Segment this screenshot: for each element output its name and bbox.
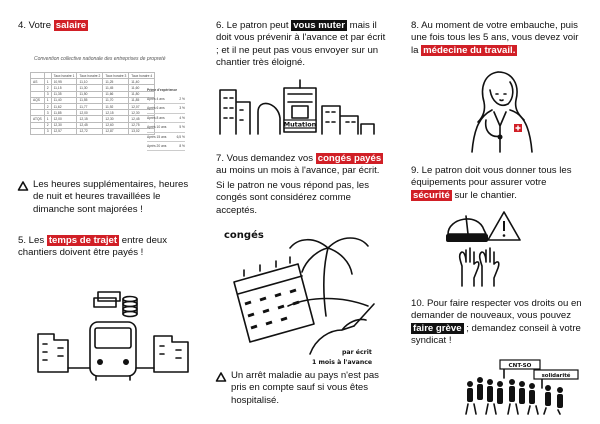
section-6-text — [216, 20, 388, 70]
section-5-suffix: entre deux chantiers doivent être payés ! — [18, 235, 168, 259]
table-caption: Convention collective nationale des entreprises de propreté — [34, 56, 166, 62]
section-6-highlight: vous muter — [293, 20, 345, 31]
strike-banner-2: solidarité — [541, 373, 571, 379]
prime-value: 3 % — [179, 106, 185, 111]
table-cell: 12,00 — [51, 116, 77, 122]
table-row — [31, 128, 155, 134]
section-4-prefix: 4. Votre — [18, 20, 54, 31]
table-cell: 2 — [44, 103, 51, 109]
salary-table — [30, 72, 155, 135]
table-cell: 13,02 — [129, 128, 155, 134]
section-6-prefix: 6. Le patron peut — [216, 20, 292, 31]
table-cell: 2 — [44, 122, 51, 128]
table-cell: 11,70 — [103, 97, 129, 103]
palm-calendar-icon — [218, 226, 388, 366]
table-cell: 11,66 — [103, 91, 129, 97]
table-cell: 11,55 — [77, 97, 103, 103]
table-cell: 12,30 — [51, 122, 77, 128]
table-cell: 11,60 — [129, 85, 155, 91]
table-cell: 12,72 — [77, 128, 103, 134]
prime-box — [147, 88, 185, 151]
strike-crowd-icon — [464, 360, 584, 416]
table-cell: 12,87 — [103, 128, 129, 134]
table-header-cell: Taux horaire 1 — [51, 73, 77, 79]
table-cell: 1 — [44, 97, 51, 103]
prime-label: Après 8 ans — [147, 115, 165, 120]
table-cell: 11,15 — [51, 85, 77, 91]
table-header-cell: Taux horaire 4 — [129, 73, 155, 79]
table-cell: 12,30 — [129, 110, 155, 116]
section-5-highlight: temps de trajet — [48, 235, 118, 246]
section-10-prefix: 10. Pour faire respecter vos droits ou en demander de nouveaux, vous pouvez — [411, 298, 582, 322]
prime-label: Après 20 ans — [147, 144, 167, 149]
table-cell: 12,60 — [103, 122, 129, 128]
prime-value: 2 % — [179, 97, 185, 101]
prime-title: Prime d'expérience — [147, 88, 178, 92]
table-cell: 3 — [44, 110, 51, 116]
section-5-title — [18, 235, 188, 260]
section-9-prefix: 9. Le patron doit vous donner tous les équipements pour assurer votre — [411, 165, 572, 189]
table-cell: 11,30 — [77, 85, 103, 91]
prime-row — [147, 142, 185, 151]
table-cell: 3 — [44, 128, 51, 134]
prime-value: 6,5 % — [176, 134, 185, 139]
table-cell: AS — [31, 79, 45, 85]
table-cell: 11,85 — [129, 97, 155, 103]
conges-label: congés — [224, 230, 264, 241]
section-9-highlight: sécurité — [413, 189, 450, 201]
section-4-highlight: salaire — [55, 20, 87, 31]
warning-icon — [216, 372, 226, 382]
prime-value: 5 % — [179, 125, 185, 130]
table-cell: 11,77 — [77, 103, 103, 109]
table-cell: 11,40 — [129, 79, 155, 85]
overtime-text: Les heures supplémentaires, heures de nuit et heures travaillées le dimanche sont majorées ! — [33, 179, 189, 215]
mutation-building-icon — [218, 78, 378, 138]
helmet-gloves-icon — [444, 210, 524, 290]
section-10-highlight: faire grève — [413, 322, 462, 334]
written-label-2: 1 mois à l'avance — [312, 359, 373, 366]
table-cell: 11,62 — [51, 103, 77, 109]
section-8-highlight: médecine du travail. — [423, 44, 516, 56]
section-8-text — [411, 20, 583, 57]
prime-label: Après 10 ans — [147, 125, 167, 130]
table-cell: 11,35 — [51, 91, 77, 97]
section-9-suffix: sur le chantier. — [451, 189, 517, 201]
table-cell: 12,07 — [129, 103, 155, 109]
doctor-icon — [470, 66, 550, 156]
table-cell: 11,50 — [77, 91, 103, 97]
table-cell: 11,92 — [103, 103, 129, 109]
table-cell: AQS — [31, 97, 45, 103]
table-cell: 12,00 — [77, 110, 103, 116]
table-cell: 10,95 — [51, 79, 77, 85]
prime-row — [147, 133, 185, 142]
section-6-suffix: mais il doit vous prévenir à l'avance et par écrit ; et il ne peut pas vous envoyer sur un chantier très éloigné. — [216, 20, 386, 69]
written-label-1: par écrit — [342, 349, 372, 356]
mutation-sign: Mutation — [283, 120, 317, 129]
table-cell: 12,30 — [103, 116, 129, 122]
table-cell: 1 — [44, 79, 51, 85]
table-cell: ATQS — [31, 116, 45, 122]
section-10-suffix: ; demandez conseil à votre syndicat ! — [411, 322, 581, 347]
table-cell: 3 — [44, 91, 51, 97]
table-cell: 12,45 — [129, 116, 155, 122]
sick-leave-text: Un arrêt maladie au pays n'est pas pris en compte sauf si vous êtes hospitalisé. — [231, 370, 379, 406]
warning-icon — [18, 181, 28, 191]
section-7-suffix: au moins un mois à l'avance, par écrit. — [216, 165, 380, 177]
table-cell: 12,15 — [77, 116, 103, 122]
table-cell: 2 — [44, 85, 51, 91]
prime-value: 8 % — [179, 144, 185, 149]
section-8-prefix: 8. Au moment de votre embauche, puis une fois tous les 5 ans, vous devez voir la — [411, 20, 579, 56]
strike-banner-1: CNT-SO — [508, 363, 532, 369]
table-cell: 11,40 — [51, 97, 77, 103]
section-7-highlight: congés payés — [317, 153, 382, 164]
section-7-prefix: 7. Vous demandez vos — [216, 153, 316, 164]
table-cell: 12,57 — [51, 128, 77, 134]
table-cell: 12,15 — [103, 110, 129, 116]
prime-label: Après 6 ans — [147, 106, 165, 111]
table-header-cell: Taux horaire 3 — [103, 73, 129, 79]
table-cell: 12,45 — [77, 122, 103, 128]
section-4-title — [18, 20, 88, 32]
table-cell: 11,45 — [103, 85, 129, 91]
prime-value: 4 % — [179, 115, 185, 120]
table-cell — [31, 128, 45, 134]
table-cell: 11,25 — [103, 79, 129, 85]
table-header-cell: Taux horaire 2 — [77, 73, 103, 79]
prime-label: Après 4 ans — [147, 97, 165, 101]
table-cell: 11,85 — [51, 110, 77, 116]
prime-row — [147, 123, 185, 132]
prime-row — [147, 114, 185, 123]
table-cell: 11,10 — [77, 79, 103, 85]
section-7-text — [216, 153, 392, 178]
bus-money-icon — [34, 284, 194, 384]
table-cell: 12,75 — [129, 122, 155, 128]
prime-label: Après 15 ans — [147, 134, 167, 139]
section-5-prefix: 5. Les — [18, 235, 47, 246]
section-9-text — [411, 165, 583, 202]
prime-row — [147, 95, 185, 104]
prime-row — [147, 104, 185, 113]
table-cell: 11,80 — [129, 91, 155, 97]
table-cell: 1 — [44, 116, 51, 122]
section-10-text — [411, 298, 583, 348]
section-7b-text: Si le patron ne vous répond pas, les congés sont considérez comme acceptés. — [216, 180, 370, 216]
